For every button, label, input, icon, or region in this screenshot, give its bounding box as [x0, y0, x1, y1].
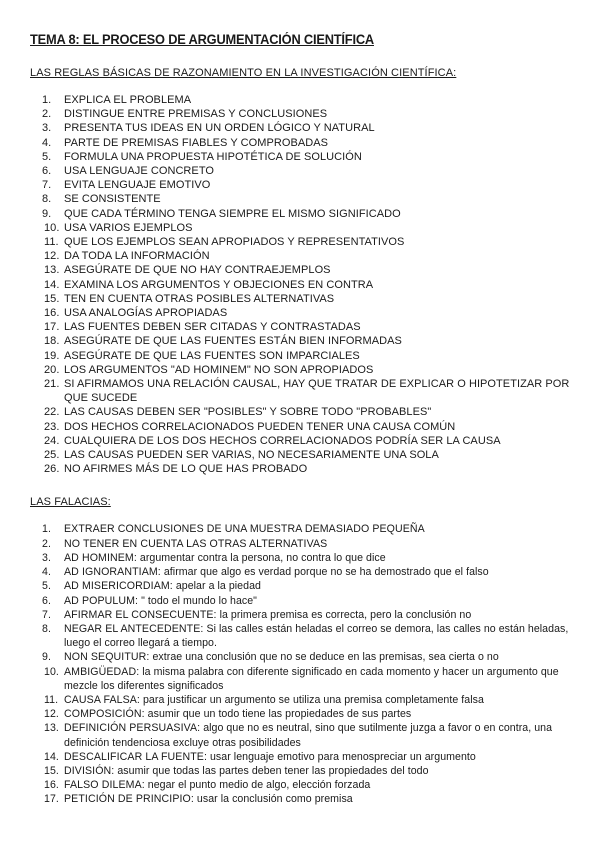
list-item — [30, 136, 570, 150]
list-item-number: 2. — [42, 108, 52, 121]
list-item-number: 4. — [42, 136, 52, 149]
list-item-term: CAUSA FALSA: — [64, 693, 140, 706]
list-item-number: 23. — [44, 420, 60, 433]
list-item — [30, 778, 570, 792]
list-item-number: 21. — [44, 378, 60, 391]
list-item — [30, 434, 570, 448]
list-item-number: 12. — [44, 708, 59, 721]
list-item-text: EXPLICA EL PROBLEMA — [64, 94, 192, 106]
list-item — [30, 579, 570, 593]
list-item-term: EXTRAER CONCLUSIONES DE UNA MUESTRA DEMASIADO PEQUEÑA — [64, 523, 425, 536]
list-item-number: 8. — [42, 193, 52, 206]
list-item — [30, 462, 570, 476]
list-item — [30, 93, 570, 107]
list-item-description: " todo el mundo lo hace" — [138, 594, 257, 607]
list-item — [30, 594, 570, 608]
list-item-number: 12. — [44, 250, 60, 263]
list-item-text: SI AFIRMAMOS UNA RELACIÓN CAUSAL, HAY QUE TRATAR DE EXPLICAR O HIPOTETIZAR POR QUE SUCEDE — [64, 378, 570, 405]
list-item-term: PETICIÓN DE PRINCIPIO: — [64, 793, 194, 806]
list-item-number: 5. — [42, 580, 51, 593]
list-item-description: negar el punto medio de algo, elección forzada — [144, 779, 371, 792]
list-item-text: ASEGÚRATE DE QUE LAS FUENTES ESTÁN BIEN INFORMADAS — [64, 335, 402, 348]
list-item — [30, 121, 570, 135]
list-item-number: 17. — [44, 793, 59, 806]
list-item-description: para justificar un argumento se utiliza una premisa completamente falsa — [139, 693, 484, 706]
list-item — [30, 334, 570, 348]
list-item — [30, 207, 570, 221]
list-item-text: LOS ARGUMENTOS "AD HOMINEM" NO SON APROPIADOS — [64, 363, 374, 376]
list-item-term: AFIRMAR EL CONSECUENTE: — [64, 608, 217, 621]
list-item — [30, 107, 570, 121]
list-item — [30, 750, 570, 764]
list-item-text: FORMULA UNA PROPUESTA HIPOTÉTICA DE SOLUCIÓN — [64, 150, 362, 163]
list-item — [30, 249, 570, 263]
list-item-description: la misma palabra con diferente significado en cada momento y hacer un argumento que mezcle los diferentes significados — [64, 665, 559, 692]
rules-list — [30, 93, 570, 476]
list-item — [30, 707, 570, 721]
list-item-number: 4. — [42, 566, 51, 579]
list-item-number: 22. — [44, 406, 60, 419]
list-item-number: 14. — [44, 750, 59, 763]
list-item-text: NO AFIRMES MÁS DE LO QUE HAS PROBADO — [64, 463, 308, 476]
list-item-description: afirmar que algo es verdad porque no se ha demostrado que el falso — [160, 566, 489, 579]
list-item — [30, 263, 570, 277]
list-item-number: 15. — [44, 764, 59, 777]
list-item-number: 11. — [44, 236, 59, 249]
fallacies-list — [30, 522, 570, 806]
rules-heading: LAS REGLAS BÁSICAS DE RAZONAMIENTO EN LA INVESTIGACIÓN CIENTÍFICA: — [30, 67, 457, 79]
list-item-text: PARTE DE PREMISAS FIABLES Y COMPROBADAS — [64, 136, 328, 149]
list-item — [30, 420, 570, 434]
list-item-term: NON SEQUITUR: — [64, 651, 150, 664]
list-item-term: COMPOSICIÓN: — [64, 708, 145, 721]
list-item — [30, 665, 570, 693]
list-item-number: 15. — [44, 292, 60, 305]
list-item-number: 1. — [42, 523, 51, 536]
list-item-text: USA ANALOGÍAS APROPIADAS — [64, 307, 228, 320]
list-item — [30, 448, 570, 462]
list-item-number: 3. — [42, 551, 51, 564]
list-item-description: argumentar contra la persona, no contra lo que dice — [136, 551, 386, 564]
list-item — [30, 405, 570, 419]
list-item-text: DOS HECHOS CORRELACIONADOS PUEDEN TENER UNA CAUSA COMÚN — [64, 420, 456, 433]
list-item — [30, 608, 570, 622]
list-item-term: AMBIGÜEDAD: — [64, 665, 140, 678]
list-item-text: LAS CAUSAS DEBEN SER "POSIBLES" Y SOBRE TODO "PROBABLES" — [64, 406, 432, 419]
list-item-text: EVITA LENGUAJE EMOTIVO — [64, 179, 211, 192]
list-item-number: 17. — [44, 321, 60, 334]
list-item-text: LAS CAUSAS PUEDEN SER VARIAS, NO NECESARIAMENTE UNA SOLA — [64, 449, 439, 462]
list-item-number: 3. — [42, 122, 52, 135]
list-item-text: TEN EN CUENTA OTRAS POSIBLES ALTERNATIVAS — [64, 292, 335, 305]
list-item — [30, 693, 570, 707]
list-item-number: 8. — [42, 622, 51, 635]
list-item — [30, 164, 570, 178]
list-item-text: DISTINGUE ENTRE PREMISAS Y CONCLUSIONES — [64, 108, 328, 121]
list-item — [30, 565, 570, 579]
list-item-number: 9. — [42, 207, 52, 220]
list-item-number: 18. — [44, 335, 60, 348]
list-item-text: LAS FUENTES DEBEN SER CITADAS Y CONTRASTADAS — [64, 321, 361, 334]
list-item-number: 13. — [44, 722, 59, 735]
list-item-term: AD IGNORANTIAM: — [64, 566, 161, 579]
list-item-text: ASEGÚRATE DE QUE LAS FUENTES SON IMPARCIALES — [64, 349, 360, 362]
list-item-description: usar lenguaje emotivo para menospreciar un argumento — [207, 750, 476, 763]
list-item-term: DESCALIFICAR LA FUENTE: — [64, 750, 207, 763]
list-item-text: QUE LOS EJEMPLOS SEAN APROPIADOS Y REPRESENTATIVOS — [64, 236, 405, 249]
list-item — [30, 792, 570, 806]
list-item-term: AD POPULUM: — [64, 594, 139, 607]
list-item-number: 7. — [42, 608, 51, 621]
list-item-text: SE CONSISTENTE — [64, 193, 161, 206]
list-item-number: 6. — [42, 594, 51, 607]
list-item-description: usar la conclusión como premisa — [193, 793, 353, 806]
list-item-description: la primera premisa es correcta, pero la conclusión no — [216, 608, 472, 621]
list-item — [30, 363, 570, 377]
list-item-term: FALSO DILEMA: — [64, 779, 145, 792]
list-item-number: 25. — [44, 449, 60, 462]
list-item-number: 13. — [44, 264, 60, 277]
list-item-number: 20. — [44, 363, 60, 376]
list-item — [30, 320, 570, 334]
list-item — [30, 650, 570, 664]
list-item — [30, 622, 570, 650]
list-item — [30, 349, 570, 363]
list-item — [30, 278, 570, 292]
list-item-text: USA VARIOS EJEMPLOS — [64, 221, 193, 234]
list-item — [30, 522, 570, 536]
list-item-term: DEFINICIÓN PERSUASIVA: — [64, 722, 201, 735]
list-item-number: 26. — [44, 463, 60, 476]
list-item-number: 5. — [42, 150, 52, 163]
list-item — [30, 551, 570, 565]
list-item-number: 16. — [44, 307, 60, 320]
list-item — [30, 150, 570, 164]
list-item-description: Si las calles están heladas el correo se demora, las calles no están heladas, luego el correo llegará a tiempo. — [64, 622, 569, 650]
list-item-number: 6. — [42, 165, 52, 178]
list-item — [30, 721, 570, 749]
list-item-number: 7. — [42, 179, 52, 192]
list-item-number: 16. — [44, 779, 59, 792]
fallacies-heading: LAS FALACIAS: — [30, 496, 111, 509]
list-item-term: NO TENER EN CUENTA LAS OTRAS ALTERNATIVAS — [64, 537, 328, 550]
list-item — [30, 221, 570, 235]
page-title: TEMA 8: EL PROCESO DE ARGUMENTACIÓN CIENTÍFICA — [30, 32, 374, 47]
list-item-text: ASEGÚRATE DE QUE NO HAY CONTRAEJEMPLOS — [64, 264, 331, 277]
list-item-term: DIVISIÓN: — [64, 764, 115, 777]
list-item-text: QUE CADA TÉRMINO TENGA SIEMPRE EL MISMO SIGNIFICADO — [64, 207, 401, 220]
list-item-number: 9. — [42, 651, 51, 664]
list-item-number: 1. — [42, 94, 52, 106]
list-item-term: AD MISERICORDIAM: — [64, 580, 173, 593]
list-item — [30, 178, 570, 192]
list-item-text: USA LENGUAJE CONCRETO — [64, 165, 214, 178]
list-item-description: asumir que todas las partes deben tener las propiedades del todo — [114, 764, 429, 777]
list-item-number: 24. — [44, 434, 60, 447]
list-item-number: 14. — [44, 278, 60, 291]
list-item-term: AD HOMINEM: — [64, 551, 137, 564]
list-item — [30, 764, 570, 778]
list-item-text: CUALQUIERA DE LOS DOS HECHOS CORRELACIONADOS PODRÍA SER LA CAUSA — [64, 434, 501, 447]
list-item — [30, 235, 570, 249]
list-item — [30, 192, 570, 206]
list-item-text: PRESENTA TUS IDEAS EN UN ORDEN LÓGICO Y NATURAL — [64, 122, 375, 135]
list-item-description: apelar a la piedad — [172, 580, 261, 593]
list-item-number: 10. — [44, 221, 60, 234]
list-item — [30, 306, 570, 320]
list-item-description: algo que no es neutral, sino que sutilmente juzga a favor o en contra, una definición tendenciosa excluye otras posibilidades — [64, 722, 553, 749]
list-item-number: 2. — [42, 537, 51, 550]
list-item-text: DA TODA LA INFORMACIÓN — [64, 250, 210, 263]
list-item — [30, 377, 570, 405]
list-item-description: extrae una conclusión que no se deduce en las premisas, sea cierta o no — [149, 651, 499, 664]
list-item-number: 19. — [44, 349, 60, 362]
list-item-number: 10. — [44, 665, 59, 678]
list-item-description: asumir que un todo tiene las propiedades de sus partes — [144, 708, 412, 721]
list-item-number: 11. — [44, 693, 59, 706]
list-item-term: NEGAR EL ANTECEDENTE: — [64, 622, 204, 635]
list-item — [30, 292, 570, 306]
list-item-text: EXAMINA LOS ARGUMENTOS Y OBJECIONES EN CONTRA — [64, 278, 374, 291]
list-item — [30, 537, 570, 551]
